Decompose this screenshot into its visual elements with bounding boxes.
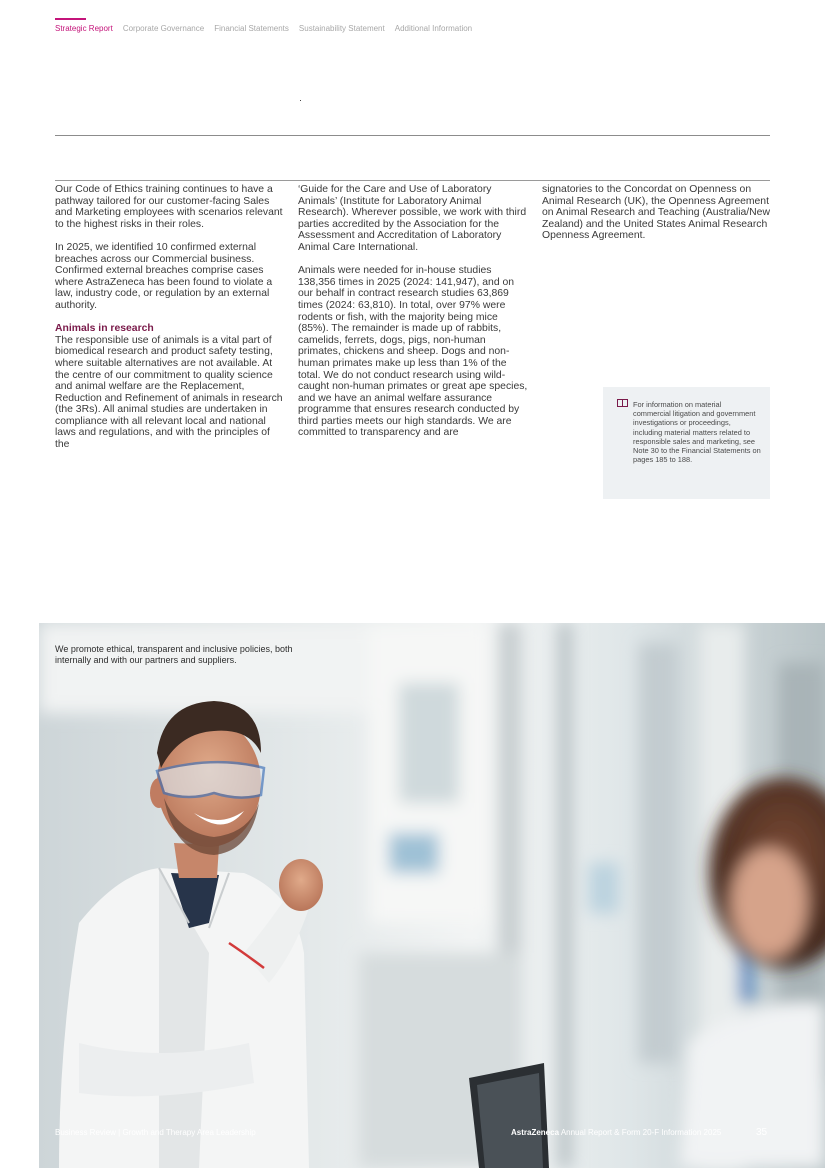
paragraph-animals-intro: The responsible use of animals is a vital part of biomedical research and product safety testing, where suitable alternatives are not available. At the centre of our commitment to quality science and animal welfare are the Replacement, Reduction and Refinement of animals in research (the 3Rs). All animal studies are undertaken in compliance with all relevant local and national laws and regulations, and with the principles of the — [55, 334, 283, 451]
nav-financial-statements[interactable]: Financial Statements — [214, 24, 289, 33]
footer-brand: AstraZeneca — [511, 1128, 560, 1137]
photo-caption: We promote ethical, transparent and inclusive policies, both internally and with our partners and suppliers. — [55, 644, 293, 665]
subheading-animals-in-research: Animals in research — [55, 323, 154, 335]
book-icon — [617, 399, 628, 407]
divider-top — [55, 135, 770, 136]
nav-sustainability-statement[interactable]: Sustainability Statement — [298, 24, 385, 33]
lab-photo — [39, 623, 825, 1168]
text-column-2 — [298, 184, 530, 451]
text-column-1 — [55, 184, 287, 451]
note-text: For information on material commercial litigation and government investigations or proceedings, including material matters related to responsible sales and marketing, see Note 30 to the Financial Statements on pages 185 to 188. — [633, 400, 761, 465]
paragraph-animal-numbers: Animals were needed for in-house studies 138,356 times in 2025 (2024: 141,947), and on our behalf in contract research studies 63,869 times (2024: 63,810). In total, over 97% were rodents or fish, with the majority being mice (85%). The remainder is made up of rabbits, camelids, ferrets, dogs, pigs, non-human primates, chickens and sheep. Dogs and non-human primates make up less than 1% of the total. We do not conduct research using wild-caught non-human primates or great ape species, and we have an animal welfare assurance programme that ensures research conducted by third parties meets our high standards. We are committed to transparency and are — [298, 265, 528, 439]
paragraph-external-breaches: In 2025, we identified 10 confirmed external breaches across our Commercial business. Confirmed external breaches comprise cases where AstraZeneca has been found to violate a law, industry code, or regulation by an external authority. — [55, 241, 273, 311]
footer-section-label: Business Review | Growth and Therapy Area Leadership — [55, 1128, 256, 1137]
page-number: 35 — [756, 1127, 768, 1138]
footer-report-name: Annual Report & Form 20-F Information 2025 — [559, 1128, 722, 1137]
stray-dot — [300, 100, 301, 101]
paragraph-code-of-ethics: Our Code of Ethics training continues to have a pathway tailored for our customer-facing Sales and Marketing employees with scenarios relevant to the highest risks in their roles. — [55, 184, 283, 230]
footer-report-title — [511, 1128, 721, 1137]
nav-corporate-governance[interactable]: Corporate Governance — [122, 24, 205, 33]
section-nav — [55, 18, 472, 33]
note-box — [603, 387, 770, 499]
lab-photo-illustration — [39, 623, 825, 1168]
text-column-3 — [542, 184, 774, 254]
paragraph-openness-signatories: signatories to the Concordat on Openness on Animal Research (UK), the Openness Agreement on Animal Research and Teaching (Australia/New Zealand) and the United States Animal Research Openness Agreement. — [542, 184, 770, 242]
divider-columns — [55, 180, 770, 181]
nav-additional-information[interactable]: Additional Information — [394, 24, 473, 33]
paragraph-guide-care-use: ‘Guide for the Care and Use of Laboratory Animals’ (Institute for Laboratory Animal Research). Wherever possible, we work with third parties accredited by the Association for the Assessment and Accreditation of Laboratory Animal Care International. — [298, 184, 527, 253]
nav-strategic-report[interactable]: Strategic Report — [55, 18, 113, 33]
